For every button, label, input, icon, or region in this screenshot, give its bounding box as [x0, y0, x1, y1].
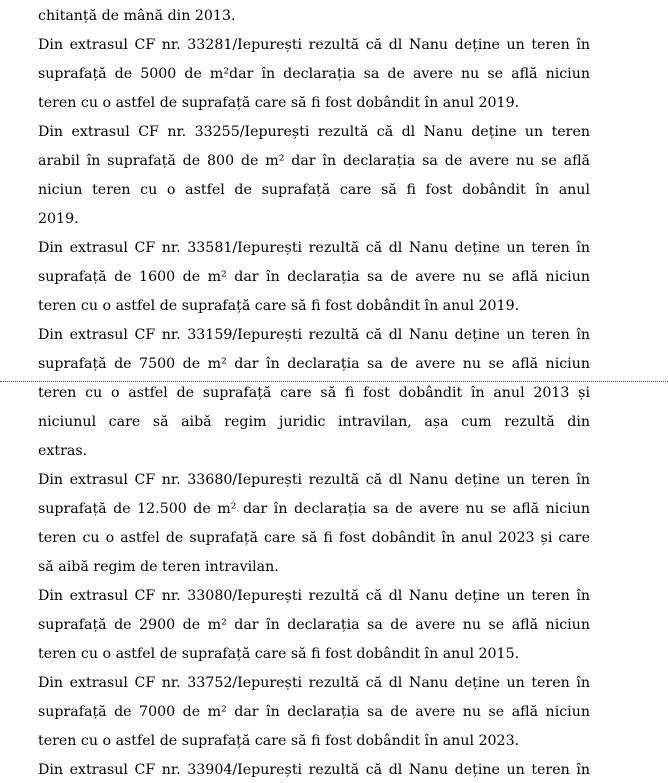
text-line: suprafață de 1600 de m² dar în declarația sa de avere nu se află niciun	[38, 269, 590, 285]
text-line: teren cu o astfel de suprafață care să fi fost dobândit în anul 2019.	[38, 298, 520, 314]
text-line: niciunul care să aibă regim juridic intravilan, așa cum rezultă din	[38, 414, 590, 430]
text-line: teren cu o astfel de suprafață care să fi fost dobândit în anul 2023.	[38, 733, 520, 749]
text-line: suprafață de 7000 de m² dar în declarația sa de avere nu se află niciun	[38, 704, 590, 720]
text-line: suprafață de 2900 de m² dar în declarația sa de avere nu se află niciun	[38, 617, 590, 633]
text-line: arabil în suprafață de 800 de m² dar în declarația sa de avere nu se află	[38, 153, 590, 169]
text-line: extras.	[38, 443, 88, 459]
text-line: teren cu o astfel de suprafață care să fi fost dobândit în anul 2019.	[38, 95, 520, 111]
text-line: Din extrasul CF nr. 33904/Iepurești rezultă că dl Nanu deține un teren în	[38, 762, 590, 778]
text-line: Din extrasul CF nr. 33080/Iepurești rezultă că dl Nanu deține un teren în	[38, 588, 590, 604]
text-line: Din extrasul CF nr. 33752/Iepurești rezultă că dl Nanu deține un teren în	[38, 675, 590, 691]
text-line: 2019.	[38, 211, 79, 227]
text-line: chitanță de mână din 2013.	[38, 8, 236, 24]
text-line: Din extrasul CF nr. 33581/Iepurești rezultă că dl Nanu deține un teren în	[38, 240, 590, 256]
text-line: suprafață de 12.500 de m² dar în declarația sa de avere nu se află niciun	[38, 501, 590, 517]
text-line: niciun teren cu o astfel de suprafață care să fi fost dobândit în anul	[38, 182, 590, 198]
text-line: teren cu o astfel de suprafață care să fi fost dobândit în anul 2015.	[38, 646, 520, 662]
text-line: Din extrasul CF nr. 33159/Iepurești rezultă că dl Nanu deține un teren în	[38, 327, 590, 343]
text-line: suprafață de 5000 de m²dar în declarația sa de avere nu se află niciun	[38, 66, 590, 82]
page-break-divider	[0, 381, 668, 382]
text-line: să aibă regim de teren intravilan.	[38, 559, 279, 575]
text-line: Din extrasul CF nr. 33255/Iepurești rezultă că dl Nanu deține un teren	[38, 124, 590, 140]
text-line: teren cu o astfel de suprafață care să fi fost dobândit în anul 2023 și care	[38, 530, 590, 546]
text-line: Din extrasul CF nr. 33281/Iepurești rezultă că dl Nanu deține un teren în	[38, 37, 590, 53]
text-line: suprafață de 7500 de m² dar în declarația sa de avere nu se află niciun	[38, 356, 590, 372]
text-line: teren cu o astfel de suprafață care să fi fost dobândit în anul 2013 și	[38, 385, 590, 401]
text-line: Din extrasul CF nr. 33680/Iepurești rezultă că dl Nanu deține un teren în	[38, 472, 590, 488]
